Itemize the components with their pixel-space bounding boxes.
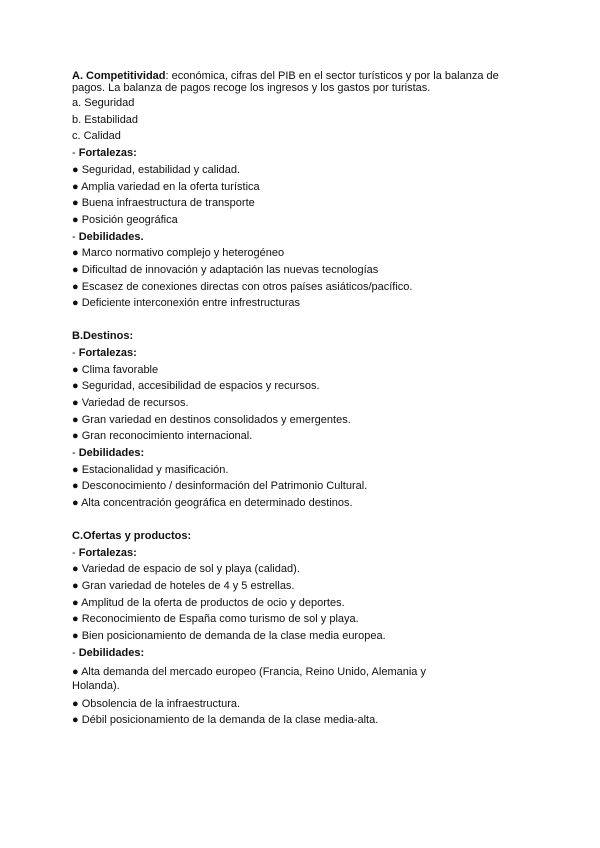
section-a-item: c. Calidad xyxy=(72,130,121,143)
list-item: ● Posición geográfica xyxy=(72,213,178,226)
list-item: ● Obsolencia de la infraestructura. xyxy=(72,697,241,710)
list-item: ● Variedad de recursos. xyxy=(72,396,189,409)
section-a-strengths-heading: - Fortalezas: xyxy=(72,147,137,160)
section-gap xyxy=(72,512,532,528)
section-a-item: a. Seguridad xyxy=(72,97,135,109)
strengths-label: Fortalezas: xyxy=(78,346,137,359)
list-item: ● Seguridad, estabilidad y calidad. xyxy=(72,163,241,176)
section-a-intro xyxy=(72,70,512,94)
section-b-heading xyxy=(72,328,532,345)
section-b-weaknesses-heading: - Debilidades: xyxy=(72,447,145,460)
document-content xyxy=(72,70,532,729)
section-b-title: B.Destinos: xyxy=(72,330,134,343)
list-item: ● Desconocimiento / desinformación del Patrimonio Cultural. xyxy=(72,480,368,493)
list-item: ● Dificultad de innovación y adaptación las nuevas tecnologías xyxy=(72,264,379,277)
section-c-weaknesses-heading: - Debilidades: xyxy=(72,646,145,659)
weaknesses-label: Debilidades: xyxy=(78,447,145,460)
list-item: ● Clima favorable xyxy=(72,363,159,376)
section-c-heading xyxy=(72,528,532,545)
list-item: ● Bien posicionamiento de demanda de la clase media europea. xyxy=(72,630,386,643)
list-item: ● Estacionalidad y masificación. xyxy=(72,463,229,476)
list-item: ● Buena infraestructura de transporte xyxy=(72,197,255,210)
strengths-label: Fortalezas: xyxy=(78,147,137,160)
section-a-intro-text: : económica, cifras del PIB en el sector turísticos y por la balanza de pagos. La balanza de pagos recoge los ingresos y los gastos por turistas. xyxy=(72,70,499,94)
list-item: ● Gran variedad en destinos consolidados y emergentes. xyxy=(72,413,351,426)
weaknesses-label: Debilidades. xyxy=(78,230,144,243)
strengths-label: Fortalezas: xyxy=(78,546,137,559)
list-item: ● Escasez de conexiones directas con otros países asiáticos/pacífico. xyxy=(72,280,413,293)
section-c-strengths-heading: - Fortalezas: xyxy=(72,546,137,559)
section-c-title: C.Ofertas y productos: xyxy=(72,529,192,542)
list-item: ● Variedad de espacio de sol y playa (calidad). xyxy=(72,563,300,576)
section-a-weaknesses-heading: - Debilidades. xyxy=(72,230,144,243)
list-item: ● Deficiente interconexión entre infrestructuras xyxy=(72,297,300,310)
weaknesses-label: Debilidades: xyxy=(78,646,145,659)
section-a-title: A. Competitividad xyxy=(72,70,166,82)
section-a-item: b. Estabilidad xyxy=(72,113,139,126)
list-item: ● Alta concentración geográfica en determinado destinos. xyxy=(72,497,353,510)
section-b-strengths-heading: - Fortalezas: xyxy=(72,346,137,359)
list-item: ● Débil posicionamiento de la demanda de la clase media-alta. xyxy=(72,714,379,727)
list-item: ● Seguridad, accesibilidad de espacios y recursos. xyxy=(72,380,320,393)
list-item: ● Marco normativo complejo y heterogéneo xyxy=(72,247,285,260)
section-gap xyxy=(72,312,532,328)
list-item: ● Gran variedad de hoteles de 4 y 5 estrellas. xyxy=(72,579,295,592)
list-item: ● Reconocimiento de España como turismo de sol y playa. xyxy=(72,613,359,626)
list-item: ● Alta demanda del mercado europeo (Francia, Reino Unido, Alemania y Holanda). xyxy=(72,665,426,692)
list-item: ● Amplitud de la oferta de productos de ocio y deportes. xyxy=(72,596,345,609)
list-item: ● Amplia variedad en la oferta turística xyxy=(72,180,260,193)
list-item: ● Gran reconocimiento internacional. xyxy=(72,430,253,443)
